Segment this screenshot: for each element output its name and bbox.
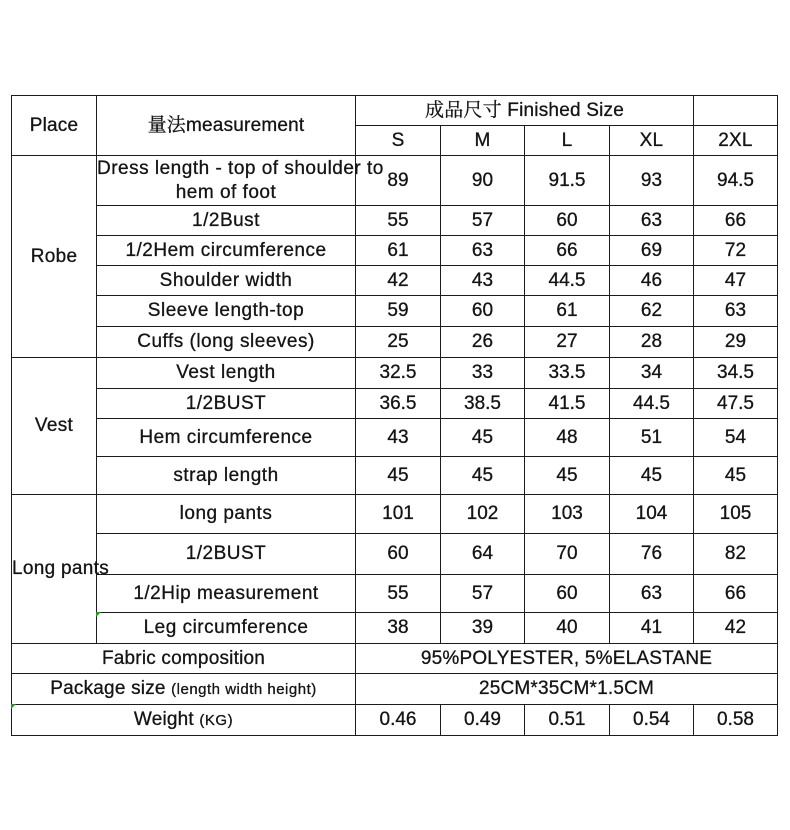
table-row bbox=[12, 206, 778, 236]
value-s: 101 bbox=[356, 495, 441, 534]
value-xl: 93 bbox=[610, 156, 694, 206]
header-size-m: M bbox=[441, 126, 525, 156]
value-l: 70 bbox=[525, 534, 610, 575]
value-s: 38 bbox=[356, 613, 441, 644]
measurement-label: Hem circumference bbox=[97, 419, 356, 457]
table-row bbox=[12, 156, 778, 206]
value-m: 45 bbox=[441, 457, 525, 495]
weight-label-text: Weight bbox=[133, 708, 194, 730]
header-size-xl: XL bbox=[610, 126, 694, 156]
header-size-s: S bbox=[356, 126, 441, 156]
value-l: 60 bbox=[525, 206, 610, 236]
value-m: 39 bbox=[441, 613, 525, 644]
package-value: 25CM*35CM*1.5CM bbox=[356, 674, 778, 705]
value-s: 59 bbox=[356, 296, 441, 327]
value-s: 89 bbox=[356, 156, 441, 206]
table-row bbox=[12, 266, 778, 296]
table-row bbox=[12, 327, 778, 358]
value-xl: 45 bbox=[610, 457, 694, 495]
value-l: 60 bbox=[525, 575, 610, 613]
cell-corner-marker bbox=[11, 704, 16, 709]
value-2xl: 82 bbox=[694, 534, 778, 575]
value-s: 42 bbox=[356, 266, 441, 296]
value-m: 60 bbox=[441, 296, 525, 327]
weight-value-l: 0.51 bbox=[525, 705, 610, 736]
value-xl: 63 bbox=[610, 575, 694, 613]
value-s: 55 bbox=[356, 575, 441, 613]
measurement-label: 1/2BUST bbox=[97, 534, 356, 575]
value-xl: 76 bbox=[610, 534, 694, 575]
value-2xl: 34.5 bbox=[694, 358, 778, 389]
value-m: 38.5 bbox=[441, 389, 525, 419]
measurement-label: Shoulder width bbox=[97, 266, 356, 296]
value-xl: 28 bbox=[610, 327, 694, 358]
measurement-label: 1/2BUST bbox=[97, 389, 356, 419]
size-chart bbox=[11, 95, 777, 736]
value-2xl: 94.5 bbox=[694, 156, 778, 206]
table-row bbox=[12, 358, 778, 389]
measurement-label: strap length bbox=[97, 457, 356, 495]
measurement-label-line: Dress length - top of shoulder to bbox=[97, 157, 384, 179]
value-m: 102 bbox=[441, 495, 525, 534]
value-xl: 44.5 bbox=[610, 389, 694, 419]
measurement-label: Vest length bbox=[97, 358, 356, 389]
value-2xl: 29 bbox=[694, 327, 778, 358]
value-2xl: 63 bbox=[694, 296, 778, 327]
measurement-label bbox=[97, 156, 384, 206]
value-xl: 41 bbox=[610, 613, 694, 644]
value-xl: 104 bbox=[610, 495, 694, 534]
value-s: 55 bbox=[356, 206, 441, 236]
header-finished-size: 成品尺寸 Finished Size bbox=[356, 96, 694, 126]
package-label bbox=[12, 674, 356, 705]
table-row bbox=[12, 389, 778, 419]
value-l: 44.5 bbox=[525, 266, 610, 296]
measurement-label: 1/2Hem circumference bbox=[97, 236, 356, 266]
value-m: 63 bbox=[441, 236, 525, 266]
table-row bbox=[12, 419, 778, 457]
value-2xl: 72 bbox=[694, 236, 778, 266]
weight-value-2xl: 0.58 bbox=[694, 705, 778, 736]
value-xl: 46 bbox=[610, 266, 694, 296]
value-s: 43 bbox=[356, 419, 441, 457]
measurement-label-line: hem of foot bbox=[175, 181, 277, 203]
value-s: 25 bbox=[356, 327, 441, 358]
value-l: 33.5 bbox=[525, 358, 610, 389]
value-2xl: 66 bbox=[694, 206, 778, 236]
group-label-robe: Robe bbox=[12, 156, 97, 358]
value-l: 48 bbox=[525, 419, 610, 457]
value-l: 40 bbox=[525, 613, 610, 644]
value-l: 41.5 bbox=[525, 389, 610, 419]
header-measurement: 量法measurement bbox=[97, 96, 356, 156]
table-row bbox=[12, 534, 778, 575]
weight-row bbox=[12, 705, 778, 736]
header-row bbox=[12, 96, 778, 126]
value-l: 91.5 bbox=[525, 156, 610, 206]
value-xl: 69 bbox=[610, 236, 694, 266]
weight-value-xl: 0.54 bbox=[610, 705, 694, 736]
table-row bbox=[12, 457, 778, 495]
value-m: 33 bbox=[441, 358, 525, 389]
fabric-row bbox=[12, 644, 778, 674]
value-l: 61 bbox=[525, 296, 610, 327]
measurement-label: Sleeve length-top bbox=[97, 296, 356, 327]
value-l: 45 bbox=[525, 457, 610, 495]
package-label-note: (length width height) bbox=[171, 680, 317, 698]
value-m: 45 bbox=[441, 419, 525, 457]
group-label-vest: Vest bbox=[12, 358, 97, 495]
measurement-label: Leg circumference bbox=[97, 613, 356, 644]
value-xl: 34 bbox=[610, 358, 694, 389]
measurement-label: 1/2Hip measurement bbox=[97, 575, 356, 613]
cell-corner-marker bbox=[96, 612, 101, 617]
value-2xl: 54 bbox=[694, 419, 778, 457]
value-xl: 62 bbox=[610, 296, 694, 327]
value-m: 43 bbox=[441, 266, 525, 296]
header-empty-cell bbox=[694, 96, 778, 126]
value-2xl: 105 bbox=[694, 495, 778, 534]
table-row bbox=[12, 296, 778, 327]
value-m: 26 bbox=[441, 327, 525, 358]
value-2xl: 42 bbox=[694, 613, 778, 644]
value-2xl: 47.5 bbox=[694, 389, 778, 419]
size-chart-table bbox=[11, 95, 778, 736]
group-label-long-pants: Long pants bbox=[12, 495, 97, 644]
value-xl: 63 bbox=[610, 206, 694, 236]
weight-value-s: 0.46 bbox=[356, 705, 441, 736]
value-s: 32.5 bbox=[356, 358, 441, 389]
value-s: 60 bbox=[356, 534, 441, 575]
value-l: 103 bbox=[525, 495, 610, 534]
value-m: 57 bbox=[441, 206, 525, 236]
package-label-text: Package size bbox=[50, 677, 166, 699]
table-row bbox=[12, 236, 778, 266]
weight-label-note: (KG) bbox=[199, 711, 234, 729]
measurement-label: 1/2Bust bbox=[97, 206, 356, 236]
value-s: 45 bbox=[356, 457, 441, 495]
value-l: 27 bbox=[525, 327, 610, 358]
measurement-label: long pants bbox=[97, 495, 356, 534]
value-2xl: 66 bbox=[694, 575, 778, 613]
table-row bbox=[12, 613, 778, 644]
value-l: 66 bbox=[525, 236, 610, 266]
package-row bbox=[12, 674, 778, 705]
value-s: 36.5 bbox=[356, 389, 441, 419]
value-s: 61 bbox=[356, 236, 441, 266]
header-place: Place bbox=[12, 96, 97, 156]
header-size-2xl: 2XL bbox=[694, 126, 778, 156]
fabric-label: Fabric composition bbox=[12, 644, 356, 674]
value-2xl: 45 bbox=[694, 457, 778, 495]
header-size-l: L bbox=[525, 126, 610, 156]
measurement-label: Cuffs (long sleeves) bbox=[97, 327, 356, 358]
value-xl: 51 bbox=[610, 419, 694, 457]
value-m: 90 bbox=[441, 156, 525, 206]
table-row bbox=[12, 575, 778, 613]
value-m: 64 bbox=[441, 534, 525, 575]
fabric-value: 95%POLYESTER, 5%ELASTANE bbox=[356, 644, 778, 674]
weight-value-m: 0.49 bbox=[441, 705, 525, 736]
value-m: 57 bbox=[441, 575, 525, 613]
table-row bbox=[12, 495, 778, 534]
value-2xl: 47 bbox=[694, 266, 778, 296]
weight-label bbox=[12, 705, 356, 736]
